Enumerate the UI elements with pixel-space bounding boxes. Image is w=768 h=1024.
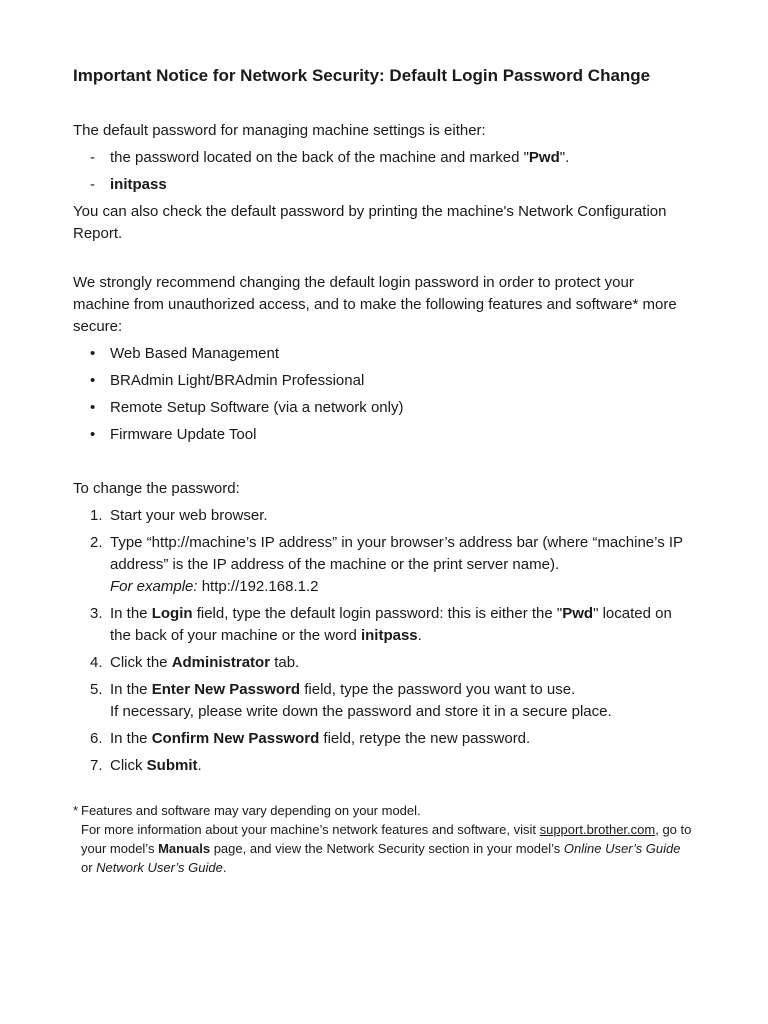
option-bold: Pwd [528, 149, 560, 166]
feature-label: Firmware Update Tool [110, 426, 257, 443]
step-text: tab. [270, 654, 300, 671]
dash-marker: - [90, 149, 95, 166]
step-item [73, 755, 690, 777]
step-item [73, 652, 690, 674]
step-number: 7. [90, 757, 103, 774]
footnote-bold: Manuals [158, 841, 211, 856]
step-item [73, 603, 690, 647]
example-value: http://192.168.1.2 [197, 578, 319, 595]
feature-label: Web Based Management [110, 345, 279, 362]
steps-list [73, 505, 768, 777]
step-item [73, 505, 690, 527]
feature-label: BRAdmin Light/BRAdmin Professional [110, 372, 365, 389]
example-label: For example: [110, 578, 198, 595]
option-text: ". [559, 149, 570, 166]
step-bold: initpass [360, 627, 418, 644]
step-bold: Administrator [171, 654, 271, 671]
bullet-marker: • [90, 345, 96, 362]
footnote-more-info [73, 820, 693, 877]
list-item [73, 424, 768, 446]
option-bold: initpass [110, 176, 167, 193]
step-text: In the [110, 605, 152, 622]
asterisk-marker: * [73, 803, 79, 818]
step-text: " located on the back of your machine or the word [110, 605, 672, 644]
footnote-text: , go to your model’s [81, 822, 692, 856]
list-item [73, 174, 768, 196]
footnote-italic: Network User’s Guide [96, 860, 223, 875]
bullet-marker: • [90, 399, 96, 416]
footnote-text: Features and software may vary depending on your model. [81, 803, 421, 818]
step-number: 3. [90, 605, 103, 622]
list-item [73, 343, 768, 365]
footnote-italic: Online User’s Guide [563, 841, 681, 856]
bullet-marker: • [90, 372, 96, 389]
step-number: 1. [90, 507, 103, 524]
step-number: 2. [90, 534, 103, 551]
features-list [73, 343, 768, 446]
footnote-text: For more information about your machine’s network features and software, visit [81, 822, 540, 837]
step-text: Click [110, 757, 147, 774]
footnote-text: page, and view the Network Security section in your model’s [210, 841, 564, 856]
option-text: the password located on the back of the machine and marked " [110, 149, 529, 166]
footnote-line [73, 801, 693, 820]
recommend-text: We strongly recommend changing the default login password in order to protect your machine from unauthorized access, and to make the following features and software* more secure: [73, 274, 677, 335]
intro-text: The default password for managing machine settings is either: [73, 122, 486, 139]
change-intro-text: To change the password: [73, 480, 240, 497]
list-item [73, 370, 768, 392]
dash-marker: - [90, 176, 95, 193]
step-bold: Submit [146, 757, 198, 774]
step-bold: Enter New Password [151, 681, 301, 698]
step-item [73, 728, 690, 750]
step-text: field, type the password you want to use. [300, 681, 576, 698]
step-text: In the [110, 681, 152, 698]
step-text: In the [110, 730, 152, 747]
list-item [73, 147, 768, 169]
step-bold: Confirm New Password [151, 730, 320, 747]
support-link[interactable]: support.brother.com [539, 822, 656, 837]
step-item [73, 532, 690, 598]
step-item [73, 679, 690, 723]
step-text: Start your web browser. [110, 507, 268, 524]
step-text: . [197, 757, 202, 774]
step-text: field, retype the new password. [319, 730, 531, 747]
step-number: 6. [90, 730, 103, 747]
step-bold: Pwd [562, 605, 594, 622]
step-number: 5. [90, 681, 103, 698]
step-bold: Login [151, 605, 193, 622]
password-options-list [73, 147, 768, 196]
step-text: Type “http://machine’s IP address” in your browser’s address bar (where “machine’s IP address” is the IP address of the machine or the print server name). [110, 534, 683, 573]
list-item [73, 397, 768, 419]
step-text: Click the [110, 654, 172, 671]
check-report-text: You can also check the default password by printing the machine's Network Configuration Report. [73, 203, 667, 242]
page-title: Important Notice for Network Security: Default Login Password Change [73, 66, 651, 85]
footnote-text: or [81, 860, 97, 875]
feature-label: Remote Setup Software (via a network only) [110, 399, 404, 416]
step-text: . [417, 627, 422, 644]
step-text: field, type the default login password: this is either the " [192, 605, 563, 622]
footnote [73, 801, 693, 877]
footnote-text: . [222, 860, 227, 875]
step-number: 4. [90, 654, 103, 671]
bullet-marker: • [90, 426, 96, 443]
step-text: If necessary, please write down the password and store it in a secure place. [110, 703, 612, 720]
